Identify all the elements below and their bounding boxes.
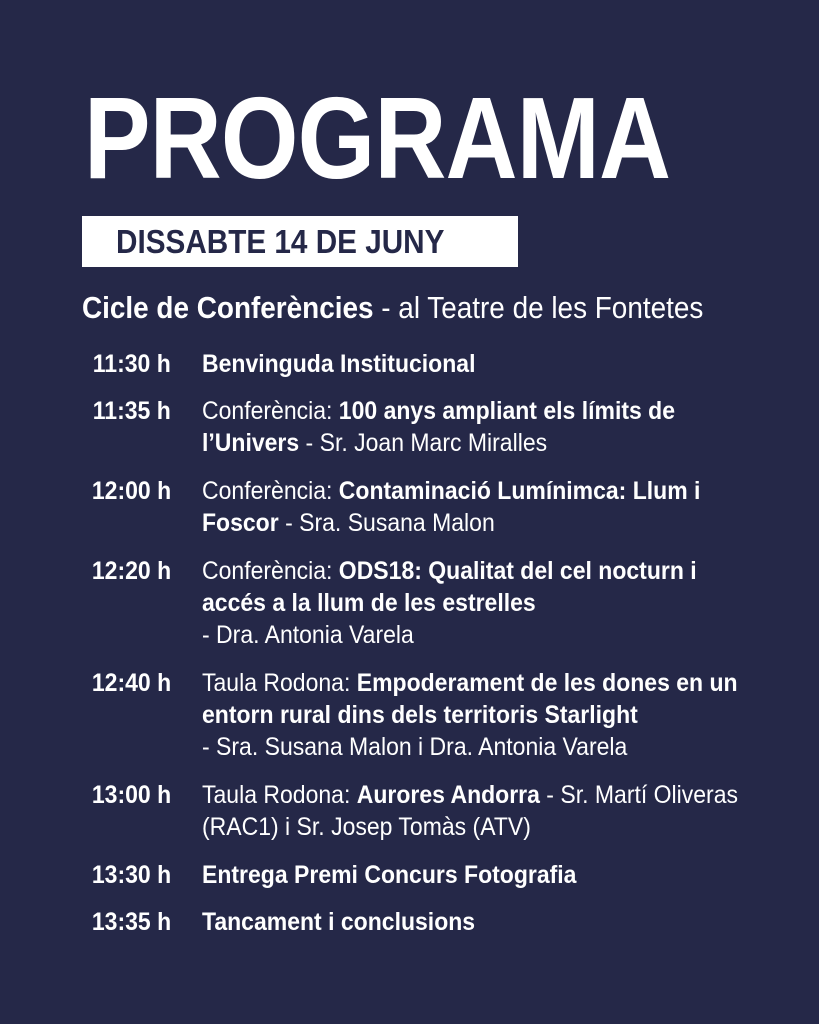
schedule-row <box>0 906 819 946</box>
schedule-time: 12:00 h <box>91 477 171 505</box>
schedule-speakers: - Sr. Martí Oliveras (RAC1) i Sr. Josep Tomàs (ATV) <box>202 781 739 841</box>
schedule-row <box>0 348 819 395</box>
schedule-type: Conferència: <box>202 397 339 425</box>
subtitle-location: - al Teatre de les Fontetes <box>373 290 704 325</box>
schedule-row <box>0 395 819 475</box>
schedule-row <box>0 779 819 859</box>
schedule-row <box>0 555 819 667</box>
schedule-type: Taula Rodona: <box>202 669 357 697</box>
schedule-title: Aurores Andorra <box>356 781 540 809</box>
schedule-time: 13:30 h <box>91 861 171 889</box>
schedule-time: 12:20 h <box>91 557 171 585</box>
schedule-row <box>0 475 819 555</box>
schedule-time: 13:00 h <box>91 781 171 809</box>
schedule-description <box>202 348 754 380</box>
schedule-speakers: - Sra. Susana Malon i Dra. Antonia Varela <box>202 733 628 761</box>
schedule-description <box>202 667 754 763</box>
schedule-title: Tancament i conclusions <box>202 908 476 936</box>
schedule-time: 12:40 h <box>91 669 171 697</box>
schedule-type: Conferència: <box>202 557 339 585</box>
subtitle <box>82 288 703 328</box>
schedule-type: Taula Rodona: <box>202 781 357 809</box>
schedule-speakers: - Sr. Joan Marc Miralles <box>299 429 548 457</box>
schedule <box>0 348 819 946</box>
schedule-title: Contaminació Lumínimca: Llum i Foscor <box>202 477 701 537</box>
schedule-speakers: - Sra. Susana Malon <box>278 509 495 537</box>
date-label: DISSABTE 14 DE JUNY <box>116 222 445 260</box>
schedule-title: 100 anys ampliant els límits de l’Univers <box>202 397 676 457</box>
schedule-time: 13:35 h <box>91 908 171 936</box>
page-title: PROGRAMA <box>84 73 671 203</box>
schedule-description <box>202 395 754 459</box>
schedule-description <box>202 859 754 891</box>
schedule-title: Entrega Premi Concurs Fotografia <box>202 861 577 889</box>
schedule-row <box>0 667 819 779</box>
schedule-description <box>202 475 754 539</box>
schedule-speakers: - Dra. Antonia Varela <box>202 621 414 649</box>
schedule-type: Conferència: <box>202 477 339 505</box>
schedule-title: Benvinguda Institucional <box>202 350 476 378</box>
schedule-description <box>202 779 754 843</box>
schedule-time: 11:35 h <box>93 397 171 425</box>
schedule-row <box>0 859 819 906</box>
date-badge <box>82 216 518 267</box>
schedule-description <box>202 555 754 651</box>
subtitle-main: Cicle de Conferències <box>82 290 374 325</box>
schedule-time: 11:30 h <box>93 350 171 378</box>
schedule-title: Empoderament de les dones en un entorn rural dins dels territoris Starlight <box>202 669 738 729</box>
schedule-description <box>202 906 754 938</box>
schedule-title: ODS18: Qualitat del cel nocturn i accés a la llum de les estrelles <box>202 557 697 617</box>
